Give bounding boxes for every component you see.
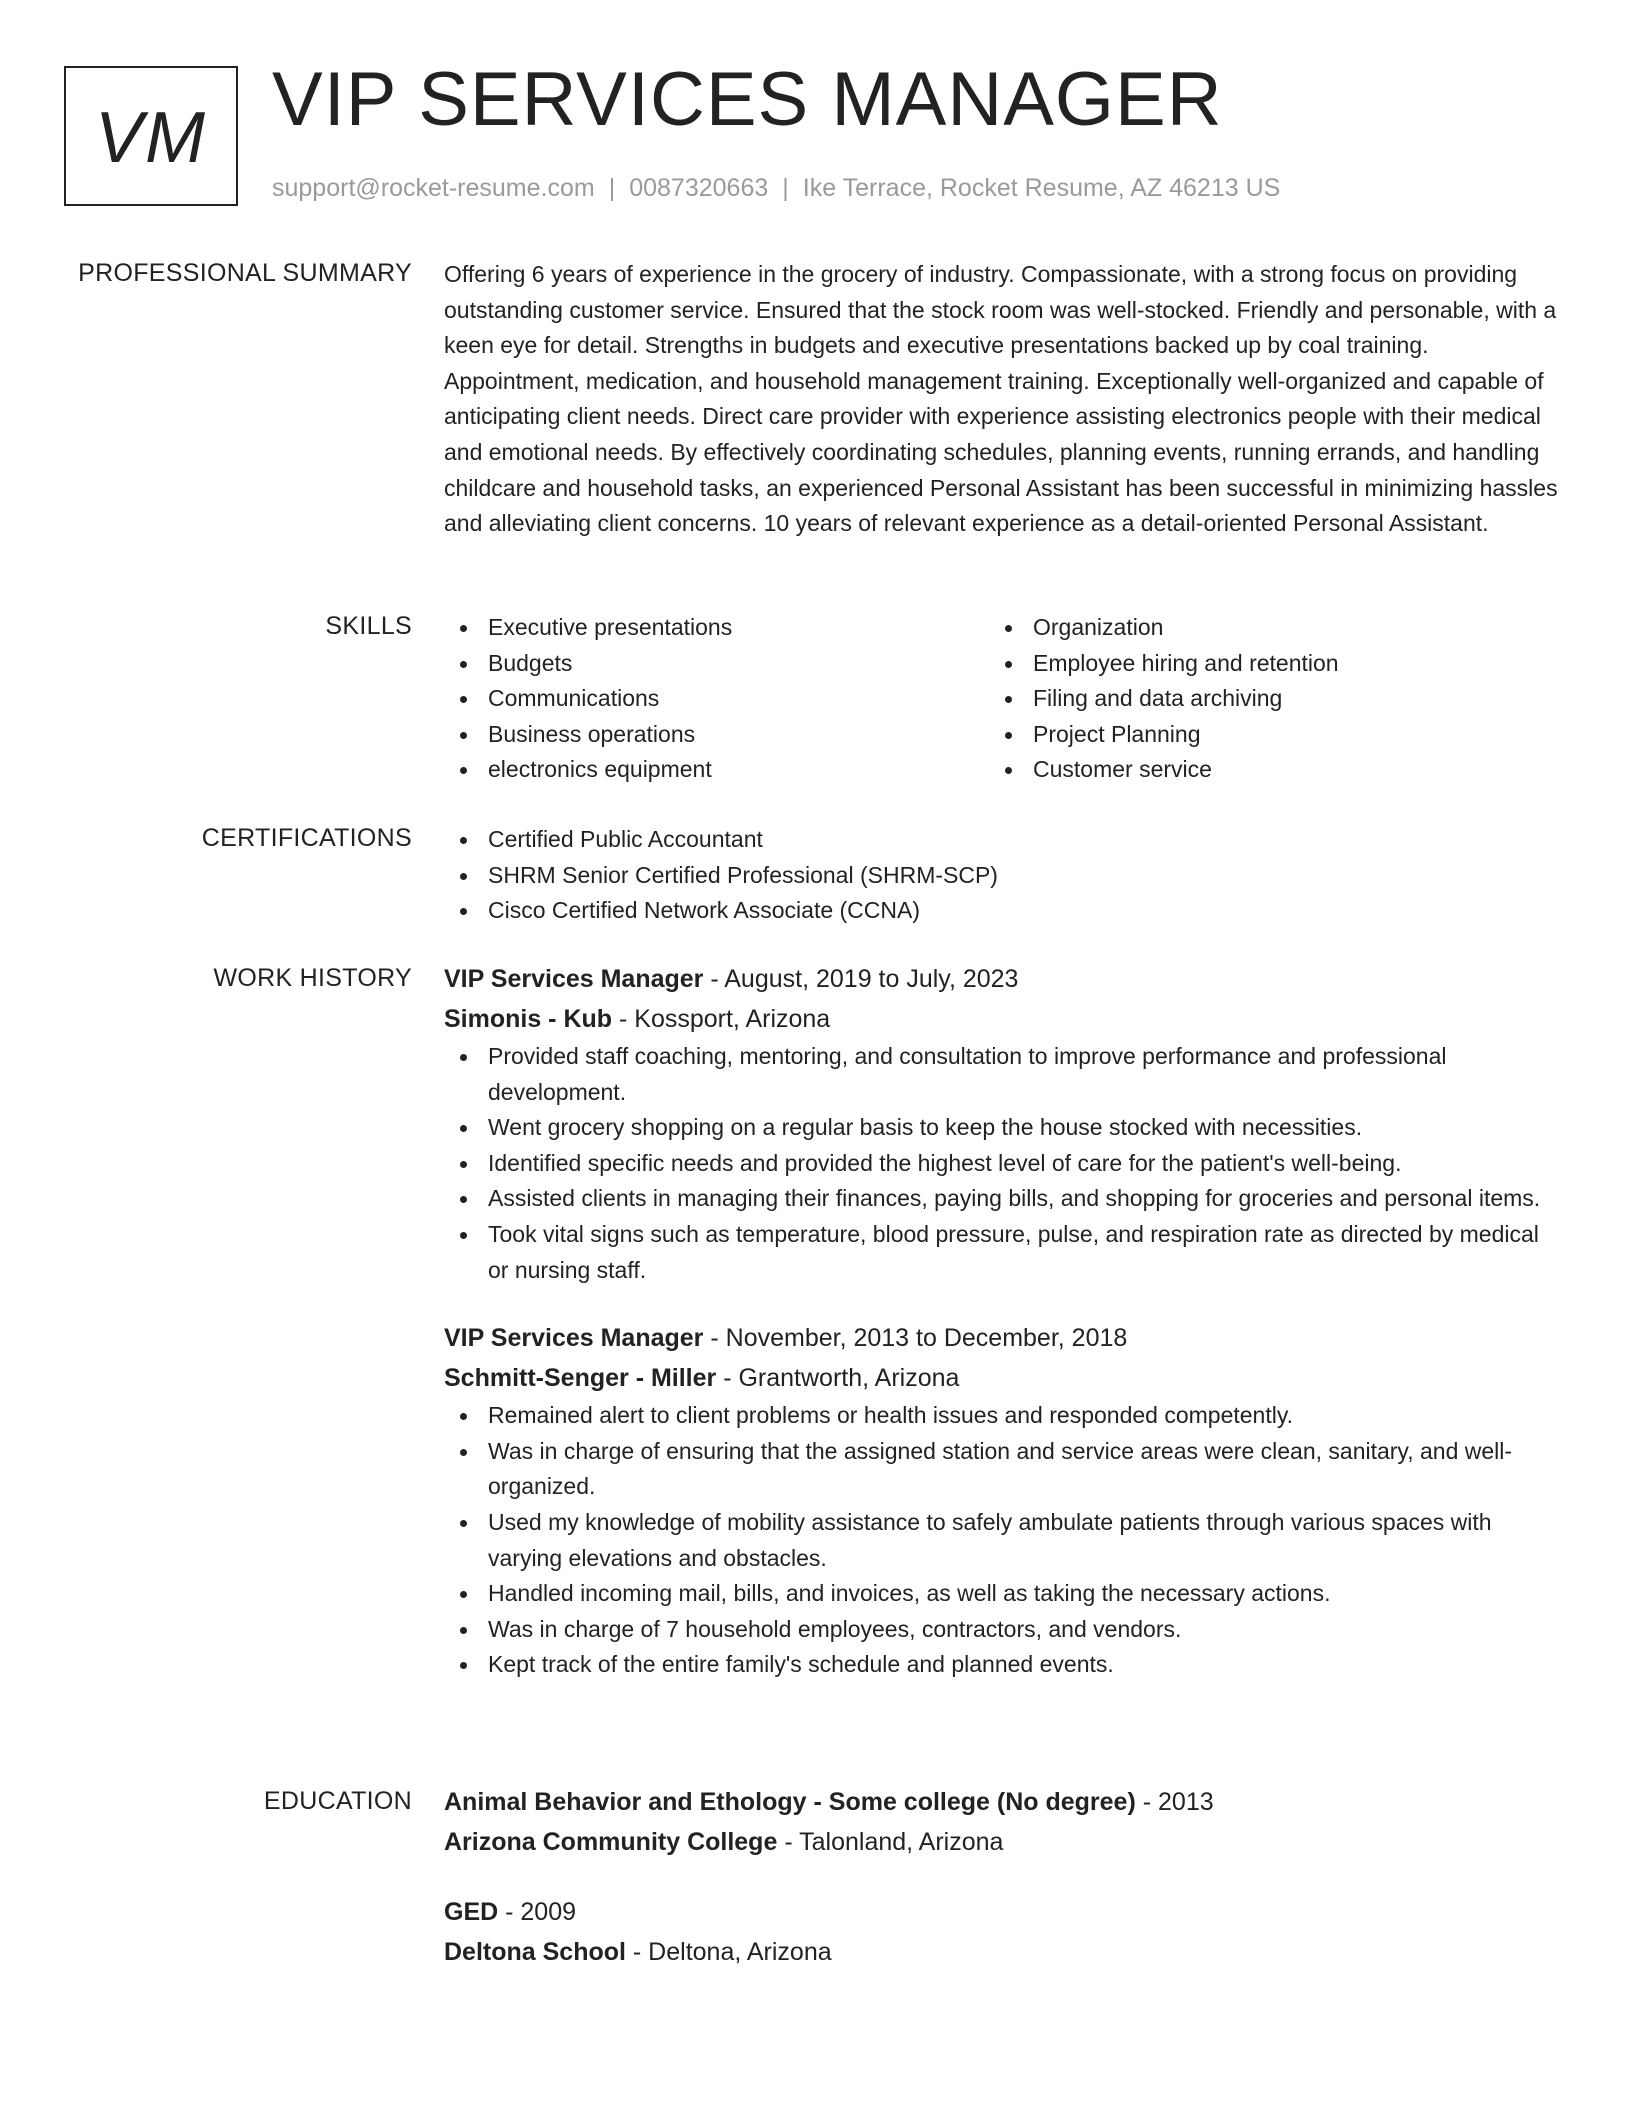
education-school: Arizona Community College: [444, 1828, 778, 1856]
contact-separator: |: [608, 174, 616, 202]
certification-item: Certified Public Accountant: [444, 822, 1560, 858]
job-title-line: [444, 959, 1560, 999]
job-bullet: Was in charge of ensuring that the assigned station and service areas were clean, sanitary, and well-organized.: [444, 1434, 1560, 1505]
monogram-box: [64, 66, 238, 206]
certification-item: SHRM Senior Certified Professional (SHRM-SCP): [444, 858, 1560, 894]
job-bullet: Provided staff coaching, mentoring, and consultation to improve performance and professional development.: [444, 1039, 1560, 1110]
job-company: Schmitt-Senger - Miller: [444, 1364, 717, 1393]
job-company: Simonis - Kub: [444, 1005, 613, 1033]
skill-item: Budgets: [444, 646, 989, 682]
job-bullet: Was in charge of 7 household employees, contractors, and vendors.: [444, 1612, 1560, 1648]
education-school-line: [444, 1932, 1560, 1972]
job-bullets: [444, 1039, 1560, 1288]
job-bullet: Remained alert to client problems or health issues and responded competently.: [444, 1398, 1560, 1434]
skill-item: Filing and data archiving: [989, 681, 1534, 717]
section-education: [444, 1782, 1560, 1972]
job-bullet: Took vital signs such as temperature, blood pressure, pulse, and respiration rate as directed by medical or nursing staff.: [444, 1217, 1560, 1288]
skill-item: Executive presentations: [444, 610, 989, 646]
contact-address: Ike Terrace, Rocket Resume, AZ 46213 US: [802, 174, 1281, 202]
section-certifications: [444, 822, 1560, 929]
section-skills: [444, 610, 1560, 788]
education-year: - 2009: [498, 1898, 577, 1926]
resume-name: VIP SERVICES MANAGER: [272, 57, 1223, 142]
job-title: VIP Services Manager: [444, 965, 704, 993]
contact-phone[interactable]: 0087320663: [629, 174, 769, 202]
skill-item: Communications: [444, 681, 989, 717]
education-degree: Animal Behavior and Ethology - Some college (No degree): [444, 1788, 1136, 1816]
section-label-education: EDUCATION: [263, 1787, 412, 1815]
skill-item: Customer service: [989, 752, 1534, 788]
contact-line: [272, 174, 1280, 203]
monogram-initials: VM: [95, 98, 207, 178]
contact-email[interactable]: support@rocket-resume.com: [272, 174, 595, 202]
job-company-line: [444, 1358, 1560, 1398]
education-entry: [444, 1782, 1560, 1862]
education-degree-line: [444, 1892, 1560, 1932]
job-bullet: Handled incoming mail, bills, and invoices, as well as taking the necessary actions.: [444, 1576, 1560, 1612]
skills-list-right: [989, 610, 1534, 788]
education-location: - Talonland, Arizona: [777, 1828, 1004, 1856]
job-bullet: Went grocery shopping on a regular basis to keep the house stocked with necessities.: [444, 1110, 1560, 1146]
section-label-work-history: WORK HISTORY: [213, 964, 412, 992]
job-title-line: [444, 1318, 1560, 1358]
education-year: - 2013: [1135, 1788, 1214, 1816]
summary-text: Offering 6 years of experience in the grocery of industry. Compassionate, with a strong focus on providing outstanding customer service. Ensured that the stock room was well-stocked. Friendly and personable, with a keen eye for detail. Strengths in budgets and executive presentations backed up by coal training. Appointment, medication, and household management training. Exceptionally well-organized and capable of anticipating client needs. Direct care provider with experience assisting electronics people with their medical and emotional needs. By effectively coordinating schedules, planning events, running errands, and handling childcare and household tasks, an experienced Personal Assistant has been successful in minimizing hassles and alleviating client concerns. 10 years of relevant experience as a detail-oriented Personal Assistant.: [444, 261, 1558, 537]
job-bullet: Used my knowledge of mobility assistance to safely ambulate patients through various spaces with varying elevations and obstacles.: [444, 1505, 1560, 1576]
education-degree-line: [444, 1782, 1560, 1822]
contact-separator: |: [782, 174, 789, 202]
section-label-summary: PROFESSIONAL SUMMARY: [78, 259, 412, 287]
job-bullets: [444, 1398, 1560, 1683]
skills-list-left: [444, 610, 989, 788]
certification-item: Cisco Certified Network Associate (CCNA): [444, 893, 1560, 929]
job-dates: - November, 2013 to December, 2018: [703, 1324, 1128, 1353]
skill-item: Organization: [989, 610, 1534, 646]
job-location: - Grantworth, Arizona: [716, 1364, 960, 1393]
section-label-certifications: CERTIFICATIONS: [201, 824, 412, 852]
skill-item: electronics equipment: [444, 752, 989, 788]
education-location: - Deltona, Arizona: [625, 1938, 832, 1966]
section-summary: [444, 257, 1560, 542]
section-label-skills: SKILLS: [325, 612, 412, 640]
skill-item: Project Planning: [989, 717, 1534, 753]
section-work-history: [444, 959, 1560, 1683]
job-entry: [444, 959, 1560, 1288]
skill-item: Business operations: [444, 717, 989, 753]
job-bullet: Assisted clients in managing their finances, paying bills, and shopping for groceries and personal items.: [444, 1181, 1560, 1217]
job-location: - Kossport, Arizona: [612, 1005, 831, 1033]
job-company-line: [444, 999, 1560, 1039]
job-title: VIP Services Manager: [444, 1324, 704, 1353]
skill-item: Employee hiring and retention: [989, 646, 1534, 682]
education-school: Deltona School: [444, 1938, 626, 1966]
job-bullet: Kept track of the entire family's schedule and planned events.: [444, 1647, 1560, 1683]
education-school-line: [444, 1822, 1560, 1862]
skills-grid: [444, 610, 1560, 788]
education-entry: [444, 1892, 1560, 1972]
education-degree: GED: [444, 1898, 499, 1926]
job-entry: [444, 1318, 1560, 1683]
job-dates: - August, 2019 to July, 2023: [703, 965, 1019, 993]
certifications-list: [444, 822, 1560, 929]
job-bullet: Identified specific needs and provided the highest level of care for the patient's well-being.: [444, 1146, 1560, 1182]
